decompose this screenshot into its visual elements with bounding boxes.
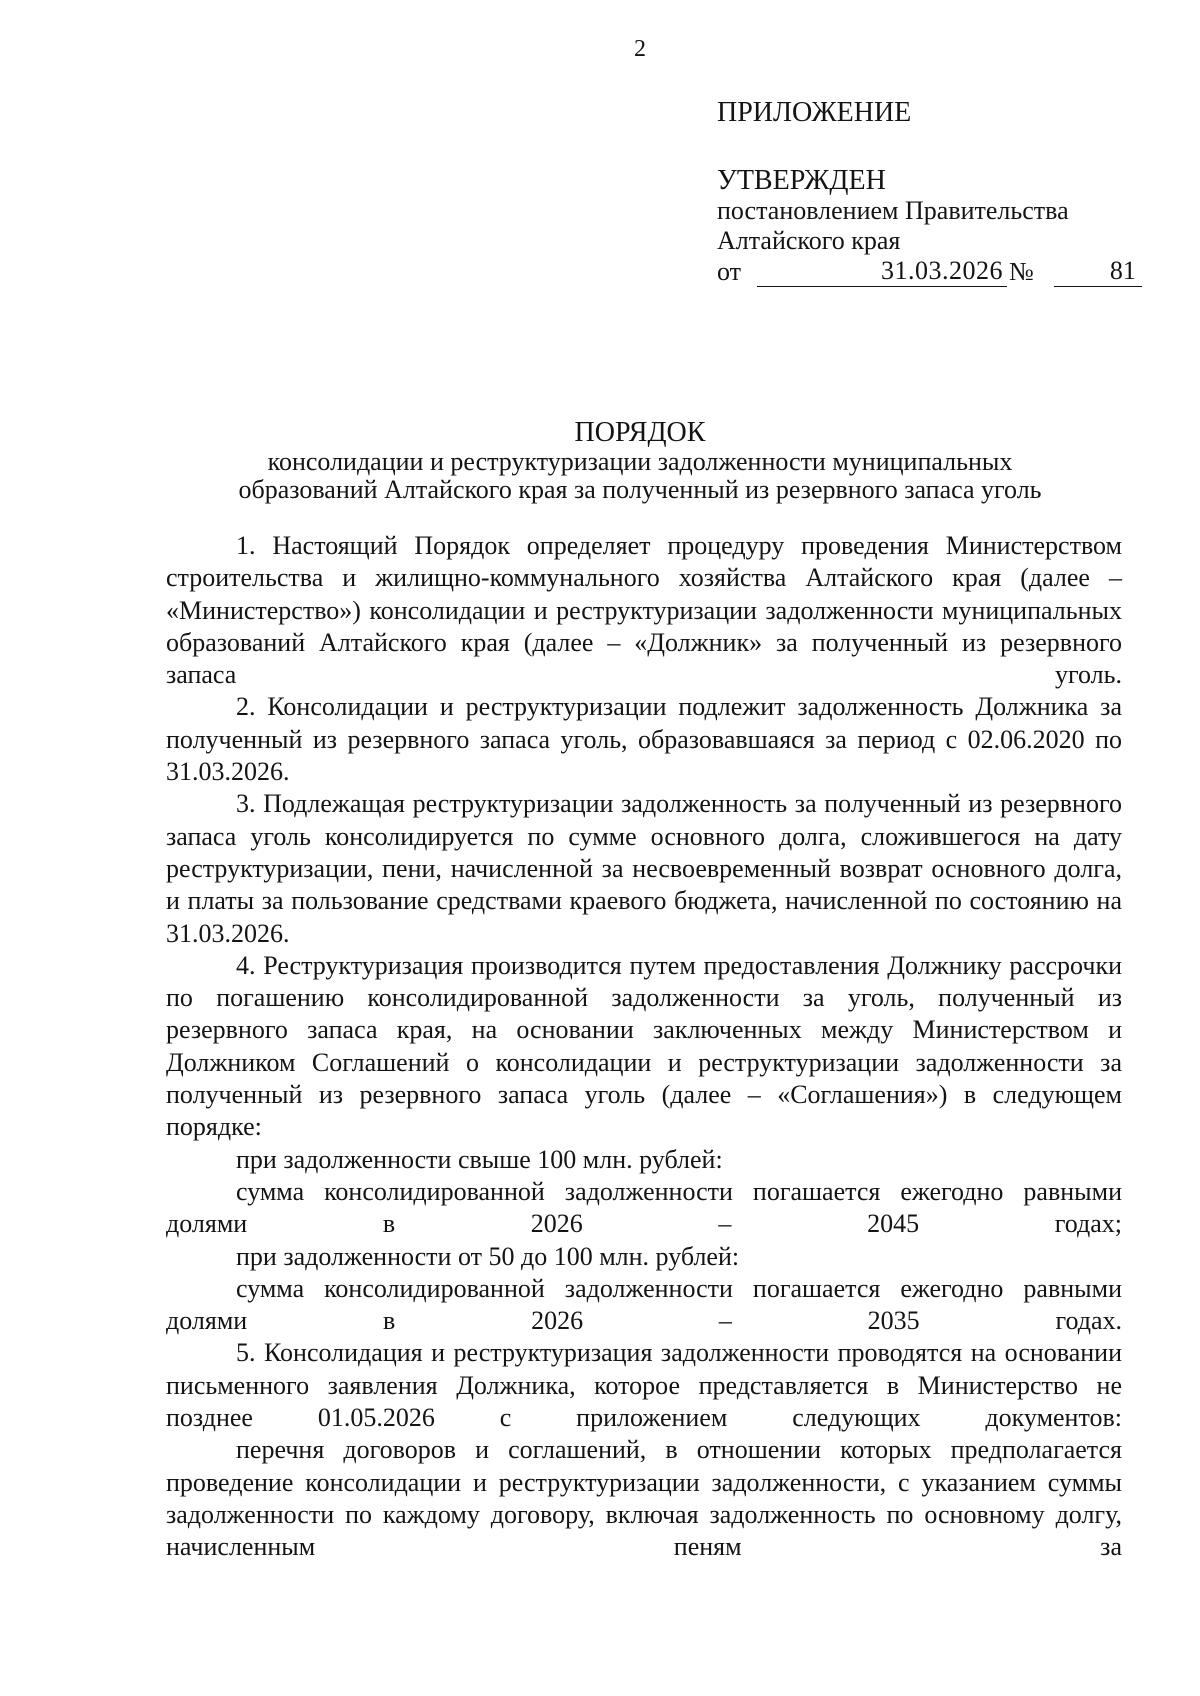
approval-issuer-line: постановлением Правительства [717,196,1069,225]
paragraph-2: 2. Консолидации и реструктуризации подлежит задолженность Должника за полученный из резервного запаса уголь, образовавшаяся за период с 02.06.2020 по 31.03.2026. [166,692,1122,787]
approval-block [717,166,1142,287]
document-title: ПОРЯДОК [574,417,706,448]
approval-region-line: Алтайского края [717,226,901,255]
paragraph-4-case-1-terms: сумма консолидированной задолженности погашается ежегодно равными долями в 2026 – 2045 годах; [166,1176,1122,1239]
paragraph-4: 4. Реструктуризация производится путем предоставления Должнику рассрочки по погашению консолидированной задолженности за уголь, полученный из резервного запаса края, на основании заключенных между Министерством и Должником Соглашений о консолидации и реструктуризации задолженности за полученный из резервного запаса уголь (далее – «Соглашения») в следующем порядке: [166,950,1122,1142]
approval-date-row [717,256,1142,287]
paragraph-5-item-1: перечня договоров и соглашений, в отношении которых предполагается проведение консолидации и реструктуризации задолженности, с указанием суммы задолженности по каждому договору, включая задолженность по основному долгу, начисленным пеням за [166,1435,1122,1562]
page-number: 2 [634,36,646,62]
from-label: от [717,257,742,286]
paragraph-4-case-1: при задолженности свыше 100 млн. рублей: [236,1144,723,1174]
approval-number: 81 [1054,256,1142,287]
document-subtitle-line-1: консолидации и реструктуризации задолженности муниципальных [267,447,1013,476]
document-heading [160,418,1120,504]
approval-title: УТВЕРЖДЕН [717,165,886,196]
paragraph-4-case-2-terms: сумма консолидированной задолженности погашается ежегодно равными долями в 2026 – 2035 годах. [166,1273,1122,1336]
paragraph-1: 1. Настоящий Порядок определяет процедуру проведения Министерством строительства и жилищно-коммунального хозяйства Алтайского края (далее – «Министерство») консолидации и реструктуризации задолженности муниципальных образований Алтайского края (далее – «Должник» за полученный из резервного запаса уголь. [166,531,1122,690]
document-subtitle-line-2: образований Алтайского края за полученный из резервного запаса уголь [238,475,1042,504]
number-sign: № [1009,257,1034,286]
approval-date: 31.03.2026 [757,256,1007,287]
appendix-label: ПРИЛОЖЕНИЕ [717,97,912,128]
paragraph-5: 5. Консолидация и реструктуризация задолженности проводятся на основании письменного заявления Должника, которое представляется в Министерство не позднее 01.05.2026 с приложением следующих документов: [166,1338,1122,1433]
paragraph-3: 3. Подлежащая реструктуризации задолженность за полученный из резервного запаса уголь консолидируется по сумме основного долга, сложившегося на дату реструктуризации, пени, начисленной за несвоевременный возврат основного долга, и платы за пользование средствами краевого бюджета, начисленной по состоянию на 31.03.2026. [166,789,1122,948]
paragraph-4-case-2: при задолженности от 50 до 100 млн. рублей: [236,1241,740,1271]
document-body [166,530,1122,1564]
